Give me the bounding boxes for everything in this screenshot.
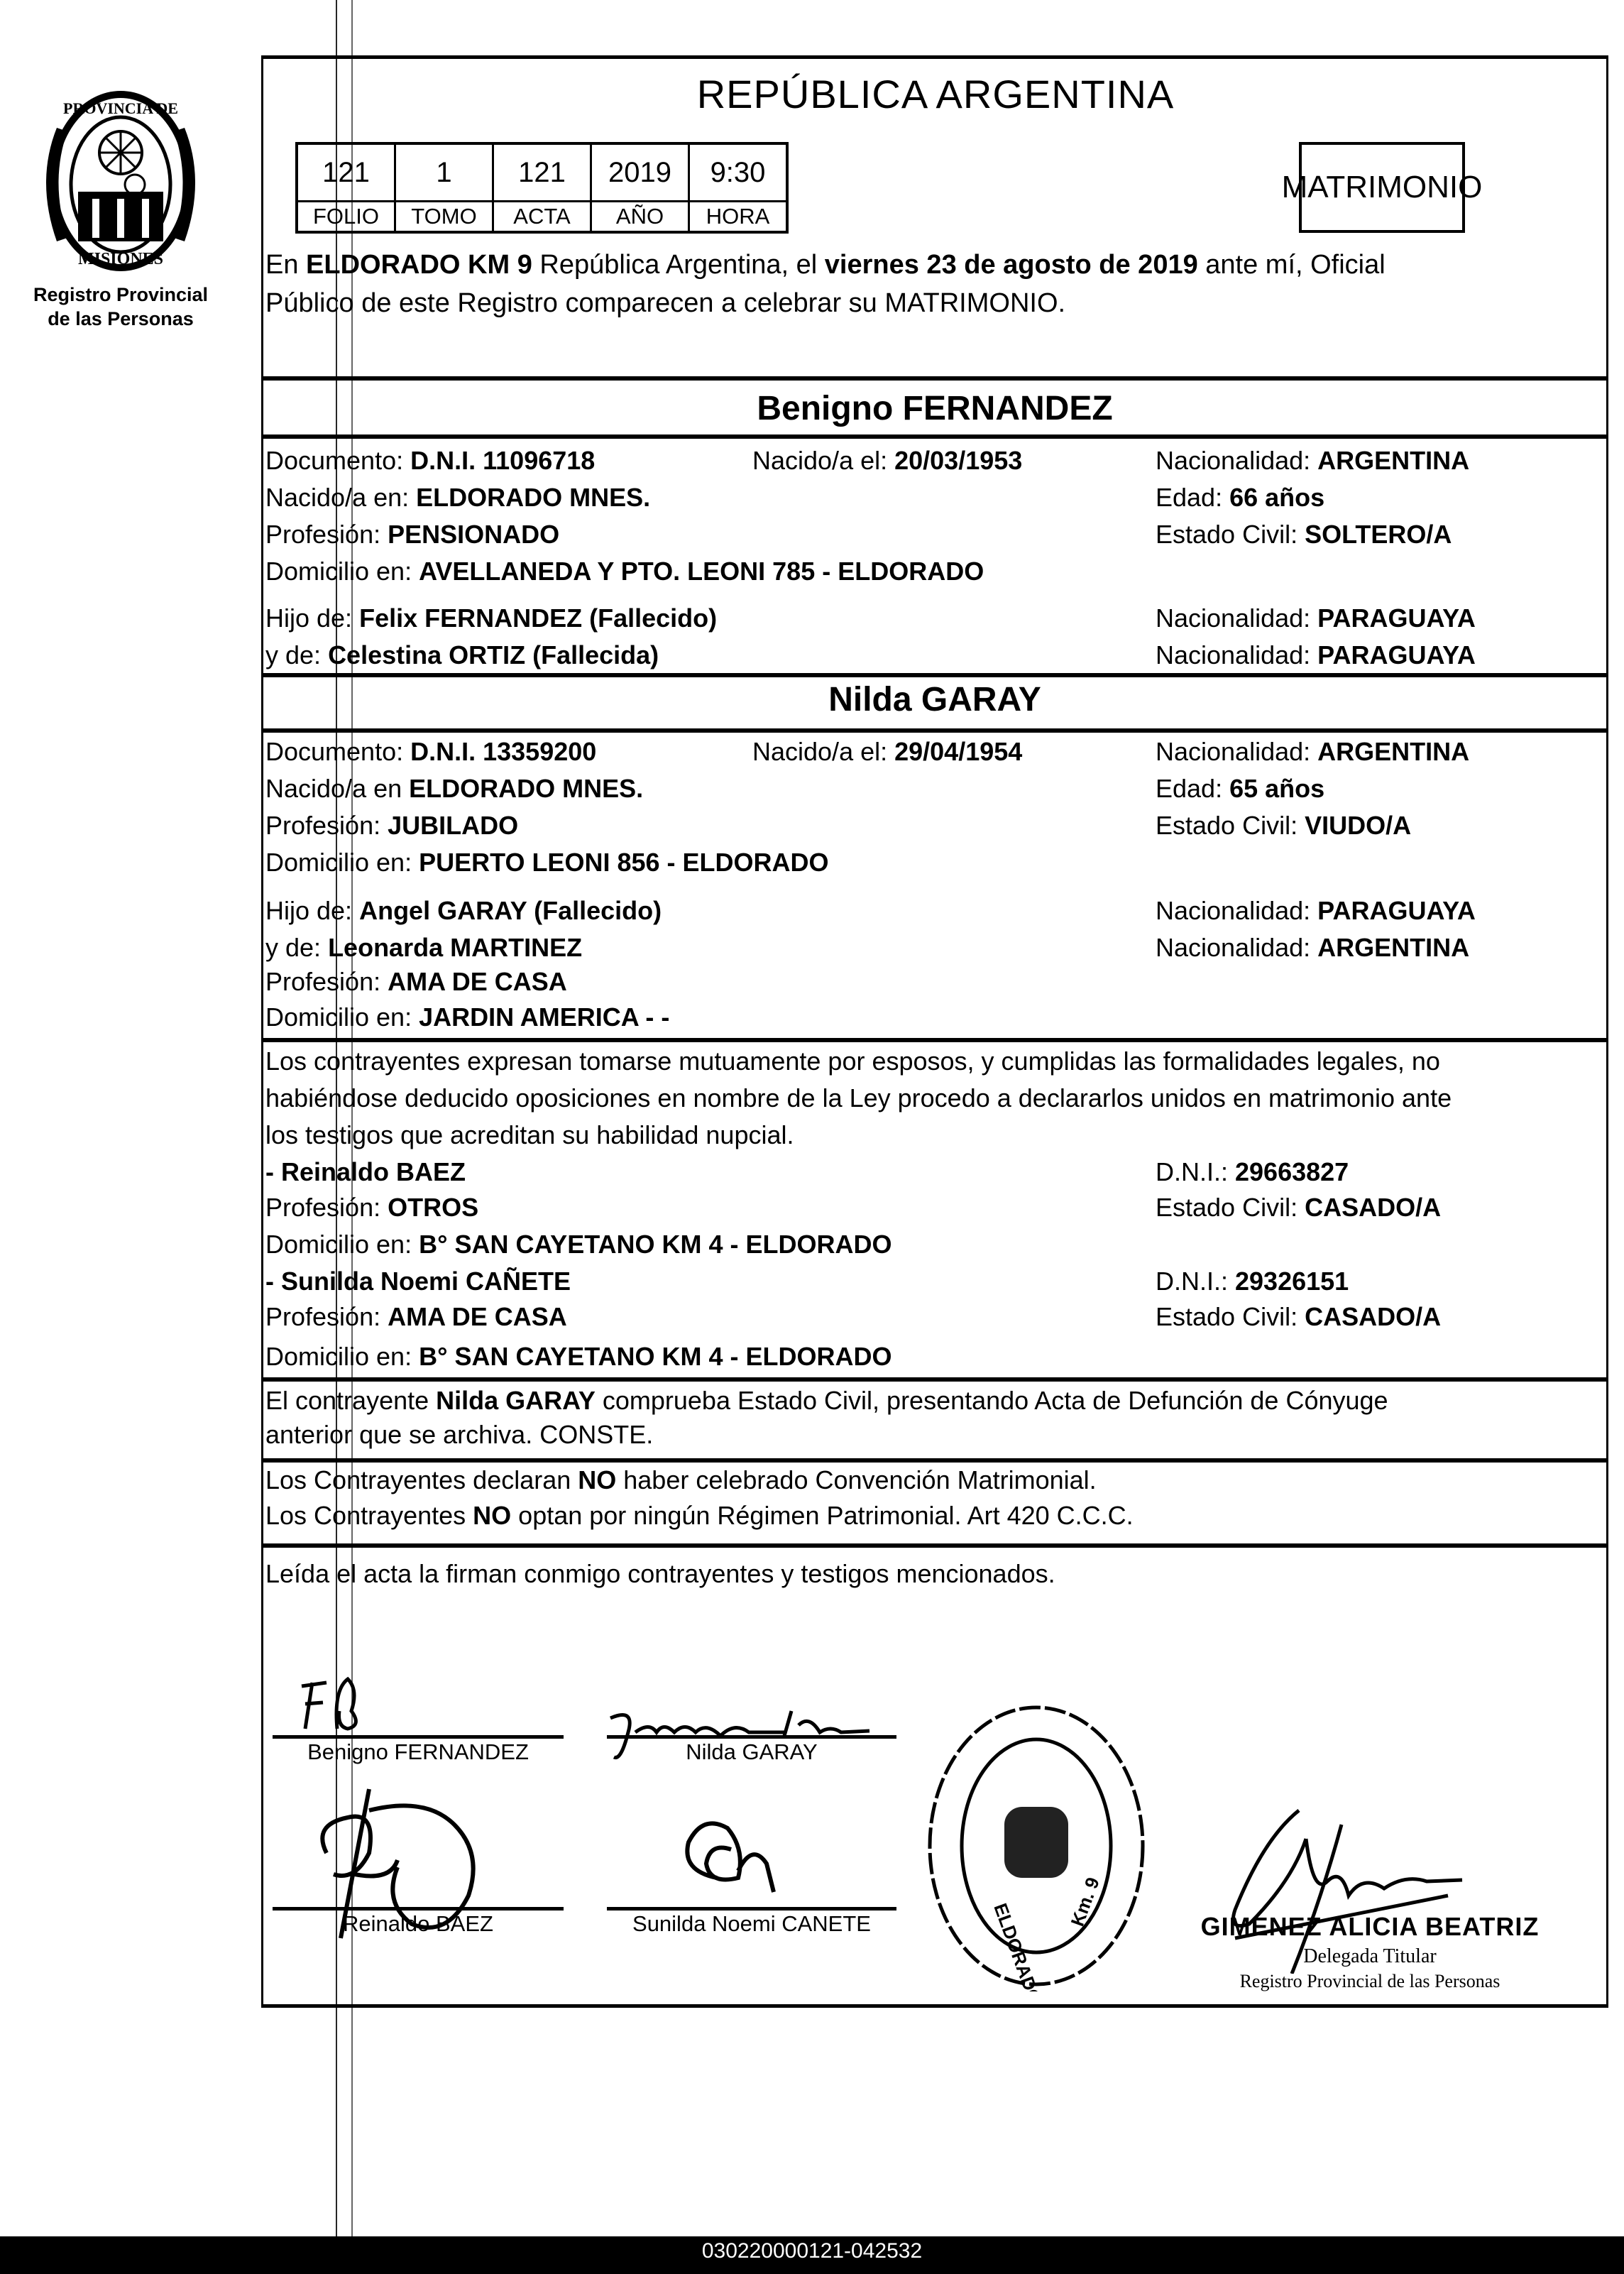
witness1-civil-status: Estado Civil: CASADO/A [1156,1193,1442,1222]
spouse1-birthplace: Nacido/a en: ELDORADO MNES. [265,483,651,512]
spouse1-age: Edad: 66 años [1156,483,1325,512]
place: ELDORADO KM 9 [306,250,532,280]
registry-seal-icon [916,1693,1157,1991]
spouse2-birthdate: Nacido/a el: 29/04/1954 [752,737,1023,766]
page-title: REPÚBLICA ARGENTINA [696,72,1175,116]
intro-line2: Público de este Registro comparecen a celebrar su MATRIMONIO. [265,288,1066,318]
divider [261,434,1608,439]
spouse2-mother-profession: Profesión: AMA DE CASA [265,967,567,996]
witness2-civil-status: Estado Civil: CASADO/A [1156,1302,1442,1331]
official-stamp [916,1693,1157,1991]
witness2-address: Domicilio en: B° SAN CAYETANO KM 4 - ELDORADO [265,1342,892,1371]
spouse2-father-nationality: Nacionalidad: PARAGUAYA [1156,896,1476,925]
divider [261,376,1608,381]
registry-label-line1: Registro Provincial [33,284,209,305]
registry-label-line2: de las Personas [48,308,194,329]
signature-line [273,1735,564,1739]
declaration-line2: habiéndose deducido oposiciones en nombre de la Ley procedo a declararlos unidos en matrimonio ante [265,1083,1452,1113]
civil-status-note-line2: anterior que se archiva. CONSTE. [265,1420,654,1449]
registry-label [0,283,241,331]
regime-line1: Los Contrayentes declaran NO haber celebrado Convención Matrimonial. [265,1465,1097,1494]
tomo-label: TOMO [395,202,493,233]
divider [261,1038,1608,1042]
acta-label: ACTA [493,202,591,233]
spouse1-documento: Documento: D.N.I. 11096718 [265,446,596,475]
divider [261,1377,1608,1382]
acta-value: 121 [493,143,591,202]
document-code: 030220000121-042532 [701,2239,923,2263]
official-title: Delegada Titular [1303,1945,1437,1967]
spouse2-mother-nationality: Nacionalidad: ARGENTINA [1156,933,1470,962]
spouse2-documento: Documento: D.N.I. 13359200 [265,737,597,766]
signature-line [607,1907,896,1911]
ceremony-date: viernes 23 de agosto de 2019 [824,250,1198,280]
folio-label: FOLIO [297,202,395,233]
anio-value: 2019 [591,143,689,202]
spouse1-birthdate: Nacido/a el: 20/03/1953 [752,446,1023,475]
spouse2-profession: Profesión: JUBILADO [265,811,519,840]
record-labels-row [297,202,787,233]
declaration-line3: los testigos que acreditan su habilidad nupcial. [265,1120,794,1149]
spouse2-mother: y de: Leonarda MARTINEZ [265,933,583,962]
tomo-value: 1 [395,143,493,202]
anio-label: AÑO [591,202,689,233]
spouse1-father-nationality: Nacionalidad: PARAGUAYA [1156,603,1476,633]
spouse2-father: Hijo de: Angel GARAY (Fallecido) [265,896,662,925]
spouse1-nationality: Nacionalidad: ARGENTINA [1156,446,1470,475]
hora-value: 9:30 [689,143,788,202]
spouse2-name-header: Nilda GARAY [828,681,1041,718]
spouse1-civil-status: Estado Civil: SOLTERO/A [1156,520,1452,549]
official-name: GIMENEZ ALICIA BEATRIZ [1200,1912,1540,1941]
divider [261,1543,1608,1548]
spouse2-age: Edad: 65 años [1156,774,1325,803]
misiones-coat-of-arms-icon [28,85,213,277]
spouse1-signature-label: Benigno FERNANDEZ [307,1739,529,1764]
svg-text:PROVINCIA DE: PROVINCIA DE [63,99,178,117]
civil-status-note-line1: El contrayente Nilda GARAY comprueba Estado Civil, presentando Acta de Defunción de Cónyuge [265,1386,1388,1415]
handwritten-signature-icon [298,1676,390,1732]
closing-statement: Leída el acta la firman conmigo contrayentes y testigos mencionados. [265,1559,1055,1588]
witness2-profession: Profesión: AMA DE CASA [265,1302,567,1331]
spouse1-address: Domicilio en: AVELLANEDA Y PTO. LEONI 785 - ELDORADO [265,557,984,586]
record-values-row [297,143,787,202]
province-emblem [28,85,213,277]
record-type-box: MATRIMONIO [1299,142,1465,233]
record-table [295,142,789,234]
divider [261,1458,1608,1463]
spouse1-mother-nationality: Nacionalidad: PARAGUAYA [1156,640,1476,669]
witness1-name: - Reinaldo BAEZ [265,1157,466,1186]
divider [261,673,1608,677]
spouse2-birthplace: Nacido/a en ELDORADO MNES. [265,774,644,803]
footer-barcode-bar [0,2236,1624,2274]
witness1-address: Domicilio en: B° SAN CAYETANO KM 4 - ELDORADO [265,1230,892,1259]
spouse2-signature-label: Nilda GARAY [686,1739,818,1764]
spouse2-nationality: Nacionalidad: ARGENTINA [1156,737,1470,766]
regime-line2: Los Contrayentes NO optan por ningún Régimen Patrimonial. Art 420 C.C.C. [265,1501,1134,1530]
witness1-dni: D.N.I.: 29663827 [1156,1157,1349,1186]
folio-value: 121 [297,143,395,202]
signature-line [607,1735,896,1739]
svg-text:ELDORADO: ELDORADO [989,1900,1046,1991]
spouse2-address: Domicilio en: PUERTO LEONI 856 - ELDORADO [265,848,829,877]
witness2-name: - Sunilda Noemi CAÑETE [265,1267,571,1296]
declaration-line1: Los contrayentes expresan tomarse mutuamente por esposos, y cumplidas las formalidades legales, no [265,1046,1440,1076]
official-office: Registro Provincial de las Personas [1239,1971,1500,1991]
intro-paragraph [265,246,1600,322]
spouse1-profession: Profesión: PENSIONADO [265,520,560,549]
hora-label: HORA [689,202,788,233]
svg-text:Km. 9: Km. 9 [1066,1874,1104,1930]
witness2-signature-label: Sunilda Noemi CANETE [632,1911,871,1936]
witness1-profession: Profesión: OTROS [265,1193,479,1222]
intro-line1: En ELDORADO KM 9 República Argentina, el viernes 23 de agosto de 2019 ante mí, Oficial [265,250,1386,280]
signature-line [273,1907,564,1911]
witness2-dni: D.N.I.: 29326151 [1156,1267,1349,1296]
witness1-signature-label: Reinaldo BAEZ [343,1911,493,1936]
handwritten-signature-icon [667,1807,809,1906]
spouse2-mother-address: Domicilio en: JARDIN AMERICA - - [265,1002,670,1032]
svg-text:MISIONES: MISIONES [77,250,164,268]
spouse2-civil-status: Estado Civil: VIUDO/A [1156,811,1412,840]
spouse1-name-header: Benigno FERNANDEZ [757,390,1113,427]
divider [261,728,1608,733]
spouse1-mother: y de: Celestina ORTIZ (Fallecida) [265,640,659,669]
spouse1-father: Hijo de: Felix FERNANDEZ (Fallecido) [265,603,718,633]
